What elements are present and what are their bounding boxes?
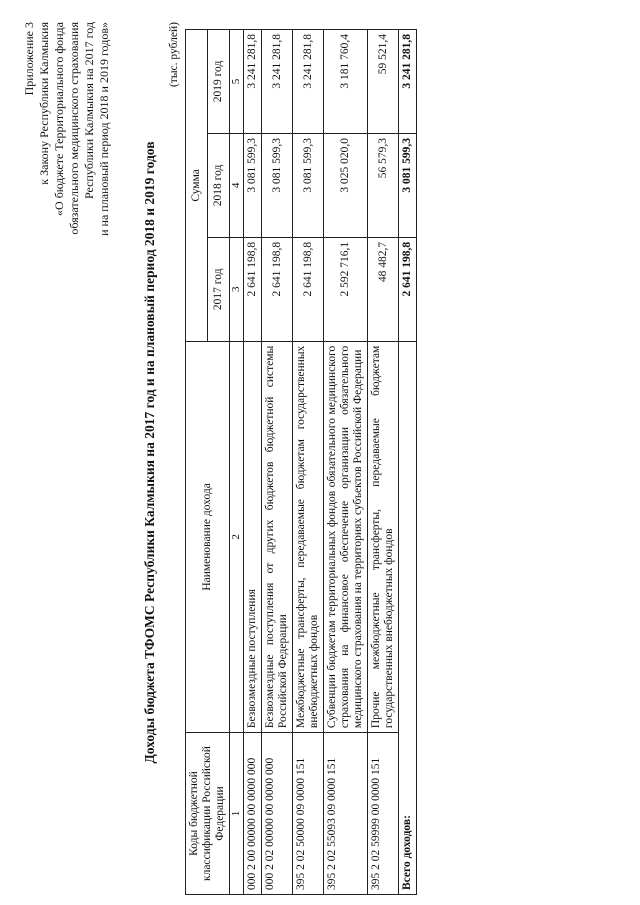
row-name: Межбюджетные трансферты, передаваемые бюджетам государственных внебюджетных фондов xyxy=(293,341,324,732)
row-code: 000 2 02 00000 00 0000 000 xyxy=(262,733,293,895)
header-name: Наименование дохода xyxy=(186,341,230,732)
row-code: 395 2 02 55093 09 0000 151 xyxy=(324,733,368,895)
table-header-row xyxy=(186,30,208,895)
row-value-2017: 48 482,7 xyxy=(368,237,399,341)
header-2018: 2018 год xyxy=(208,133,230,237)
total-value-2017: 2 641 198,8 xyxy=(399,237,417,341)
row-value-2018: 3 081 599,3 xyxy=(262,133,293,237)
units-label: (тыс. рублей) xyxy=(168,22,180,88)
row-value-2019: 3 241 281,8 xyxy=(262,30,293,134)
appendix-line: и на плановый период 2018 и 2019 годов» xyxy=(97,22,111,236)
total-value-2019: 3 241 281,8 xyxy=(399,30,417,134)
row-name: Прочие межбюджетные трансферты, передаваемые бюджетам государственных внебюджетных фондов xyxy=(368,341,399,732)
column-index: 1 xyxy=(230,733,244,895)
revenue-table xyxy=(185,29,417,895)
appendix-header xyxy=(22,22,112,362)
appendix-line: «О бюджете Территориального фонда xyxy=(52,22,66,216)
appendix-line: обязательного медицинского страхования xyxy=(67,22,81,235)
header-2019: 2019 год xyxy=(208,30,230,134)
table-row xyxy=(368,30,399,895)
row-value-2019: 3 181 760,4 xyxy=(324,30,368,134)
row-value-2018: 3 081 599,3 xyxy=(293,133,324,237)
column-index-row xyxy=(230,30,244,895)
column-index: 2 xyxy=(230,341,244,732)
row-value-2017: 2 592 716,1 xyxy=(324,237,368,341)
column-index: 5 xyxy=(230,30,244,134)
row-value-2019: 3 241 281,8 xyxy=(293,30,324,134)
appendix-line: к Закону Республики Калмыкия xyxy=(37,22,51,185)
table-row xyxy=(262,30,293,895)
row-value-2018: 3 025 020,0 xyxy=(324,133,368,237)
row-name: Безвозмездные поступления от других бюджетов бюджетной системы Российской Федерации xyxy=(262,341,293,732)
row-value-2018: 56 579,3 xyxy=(368,133,399,237)
column-index: 4 xyxy=(230,133,244,237)
row-name: Субвенции бюджетам территориальных фондов обязательного медицинского страхования на финансовое обеспечение организации обязательного медицинского страхования на территориях субъектов Российской Федерации xyxy=(324,341,368,732)
appendix-line: Республики Калмыкия на 2017 год xyxy=(82,22,96,200)
row-value-2017: 2 641 198,8 xyxy=(262,237,293,341)
header-code: Коды бюджетной классификации Российской Федерации xyxy=(186,733,230,895)
row-code: 000 2 00 00000 00 0000 000 xyxy=(244,733,262,895)
row-code: 395 2 02 50000 09 0000 151 xyxy=(293,733,324,895)
row-code: 395 2 02 59999 00 0000 151 xyxy=(368,733,399,895)
document-title: Доходы бюджета ТФОМС Республики Калмыкия на 2017 год и на плановый период 2018 и 2019 годов xyxy=(142,141,157,764)
row-value-2017: 2 641 198,8 xyxy=(244,237,262,341)
header-2017: 2017 год xyxy=(208,237,230,341)
total-value-2018: 3 081 599,3 xyxy=(399,133,417,237)
row-value-2019: 3 241 281,8 xyxy=(244,30,262,134)
appendix-line: Приложение 3 xyxy=(22,22,36,96)
row-value-2017: 2 641 198,8 xyxy=(293,237,324,341)
row-name: Безвозмездные поступления xyxy=(244,341,262,732)
column-index: 3 xyxy=(230,237,244,341)
table-row xyxy=(244,30,262,895)
table-total-row xyxy=(399,30,417,895)
row-value-2019: 59 521,4 xyxy=(368,30,399,134)
table-row xyxy=(293,30,324,895)
row-value-2018: 3 081 599,3 xyxy=(244,133,262,237)
total-label: Всего доходов: xyxy=(399,341,417,894)
header-sum: Сумма xyxy=(186,30,208,342)
table-row xyxy=(324,30,368,895)
